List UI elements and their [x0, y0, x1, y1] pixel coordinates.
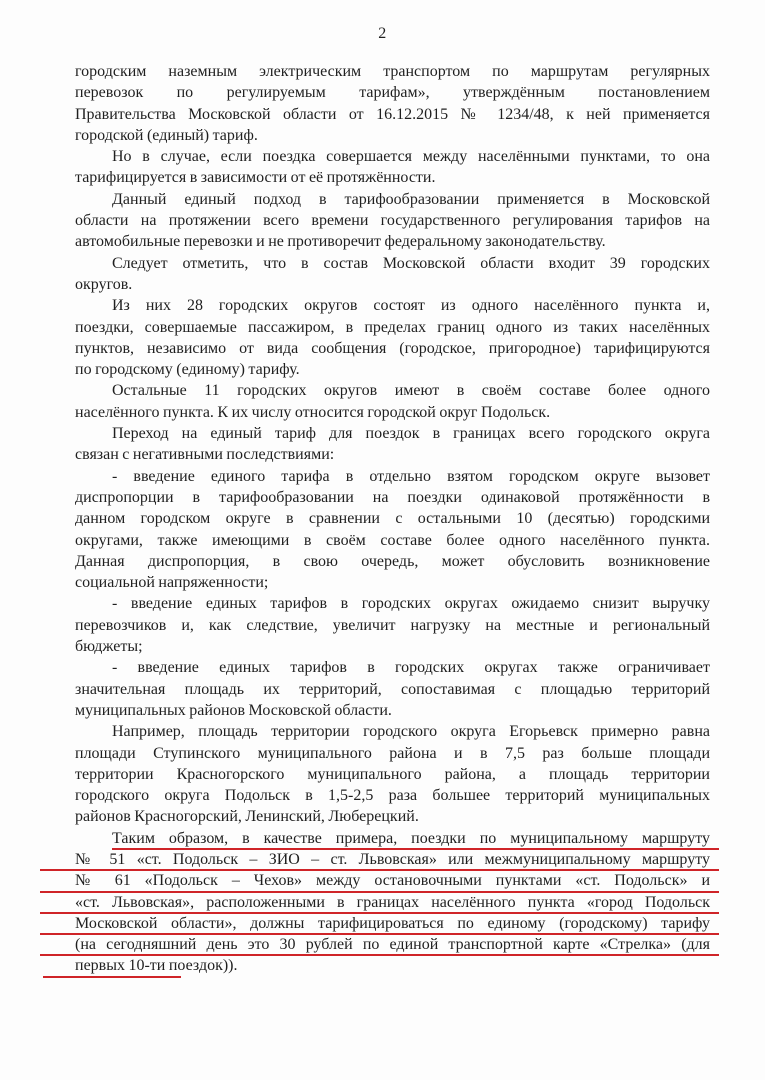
- text-line: Данный единый подход в тарифообразовании применяется в Московской: [112, 190, 710, 208]
- text-line: - введение единого тарифа в отдельно взятом городском округе вызовет: [112, 467, 710, 485]
- text-line: площади Ступинского муниципального района и в 7,5 раз больше площади: [75, 744, 710, 762]
- text-line: населённого пункта. К их числу относится городской округ Подольск.: [75, 403, 551, 421]
- text-line-underlined: № 51 «ст. Подольск – ЗИО – ст. Львовская» или межмуниципальному маршруту: [75, 849, 710, 870]
- text-line-underlined: «ст. Львовская», расположенными в границах населённого пункта «город Подольск: [75, 892, 710, 913]
- paragraph: [75, 593, 710, 657]
- page-number: 2: [378, 25, 387, 42]
- paragraph: [75, 253, 710, 296]
- text-line: Остальные 11 городских округов имеют в своём составе более одного: [112, 382, 710, 400]
- text-line: тарифицируется в зависимости от её протяжённости.: [75, 169, 436, 187]
- paragraph: [75, 146, 710, 189]
- text-line: Но в случае, если поездка совершается между населёнными пунктами, то она: [112, 148, 710, 166]
- text-line: данном городском округе в сравнении с остальными 10 (десятью) городскими: [75, 510, 710, 528]
- text-line-underlined: (на сегодняшний день это 30 рублей по единой транспортной карте «Стрелка» (для: [75, 934, 710, 955]
- text-line: диспропорции в тарифообразовании на поездки одинаковой протяжённости в: [75, 488, 710, 506]
- text-line-underlined: первых 10-ти поездок)).: [75, 955, 710, 976]
- text-line-underlined: Таким образом, в качестве примера, поездки по муниципальному маршруту: [75, 828, 710, 849]
- text-line: Например, площадь территории городского округа Егорьевск примерно равна: [112, 723, 710, 741]
- paragraph: [75, 61, 710, 146]
- document-body: [0, 61, 765, 977]
- text-line: пунктов, независимо от вида сообщения (городское, пригородное) тарифицируются: [75, 339, 710, 357]
- text-line: районов Красногорский, Ленинский, Люберецкий.: [75, 808, 419, 826]
- text-line: области на протяжении всего времени государственного регулирования тарифов на: [75, 212, 710, 230]
- text-line: бюджеты;: [75, 638, 143, 656]
- text-line: - введение единых тарифов в городских округах также ограничивает: [112, 659, 710, 677]
- text-line: городской (единый) тариф.: [75, 126, 258, 144]
- text-line: Из них 28 городских округов состоят из одного населённого пункта и,: [112, 297, 710, 315]
- text-line: округами, также имеющими в своём составе более одного населённого пункта.: [75, 531, 710, 549]
- text-line: по городскому (единому) тарифу.: [75, 361, 300, 379]
- text-line-underlined: Московской области», должны тарифицироваться по единому (городскому) тарифу: [75, 913, 710, 934]
- text-line: округов.: [75, 275, 133, 293]
- text-line: поездки, совершаемые пассажиром, в пределах границ одного из таких населённых: [75, 318, 710, 336]
- text-line: автомобильные перевозки и не противоречит федеральному законодательству.: [75, 233, 606, 251]
- text-line: городским наземным электрическим транспортом по маршрутам регулярных: [75, 63, 710, 80]
- paragraph-red-underlined: [75, 828, 710, 977]
- text-line: городского округа Подольск в 1,5-2,5 раза большее территорий муниципальных: [75, 787, 710, 805]
- paragraph: [75, 295, 710, 380]
- text-line-underlined: № 61 «Подольск – Чехов» между остановочными пунктами «ст. Подольск» и: [75, 870, 710, 891]
- text-line: социальной напряженности;: [75, 574, 269, 592]
- paragraph: [75, 423, 710, 466]
- paragraph: [75, 189, 710, 253]
- text-line: перевозчиков и, как следствие, увеличит нагрузку на местные и региональный: [75, 616, 710, 634]
- text-line: муниципальных районов Московской области.: [75, 701, 392, 719]
- text-line: связан с негативными последствиями:: [75, 446, 335, 464]
- text-line: Данная диспропорция, в свою очередь, может обусловить возникновение: [75, 552, 710, 570]
- paragraph: [75, 721, 710, 827]
- text-line: Правительства Московской области от 16.12.2015 № 1234/48, к ней применяется: [75, 105, 710, 123]
- text-line: Переход на единый тариф для поездок в границах всего городского округа: [112, 425, 710, 443]
- paragraph: [75, 657, 710, 721]
- paragraph: [75, 380, 710, 423]
- paragraph: [75, 466, 710, 594]
- text-line: перевозок по регулируемым тарифам», утверждённым постановлением: [75, 84, 710, 102]
- text-line: - введение единых тарифов в городских округах ожидаемо снизит выручку: [112, 595, 710, 613]
- text-line: территории Красногорского муниципального района, а площадь территории: [75, 765, 710, 783]
- text-line: значительная площадь их территорий, сопоставимая с площадью территорий: [75, 680, 710, 698]
- text-line: Следует отметить, что в состав Московской области входит 39 городских: [112, 254, 710, 272]
